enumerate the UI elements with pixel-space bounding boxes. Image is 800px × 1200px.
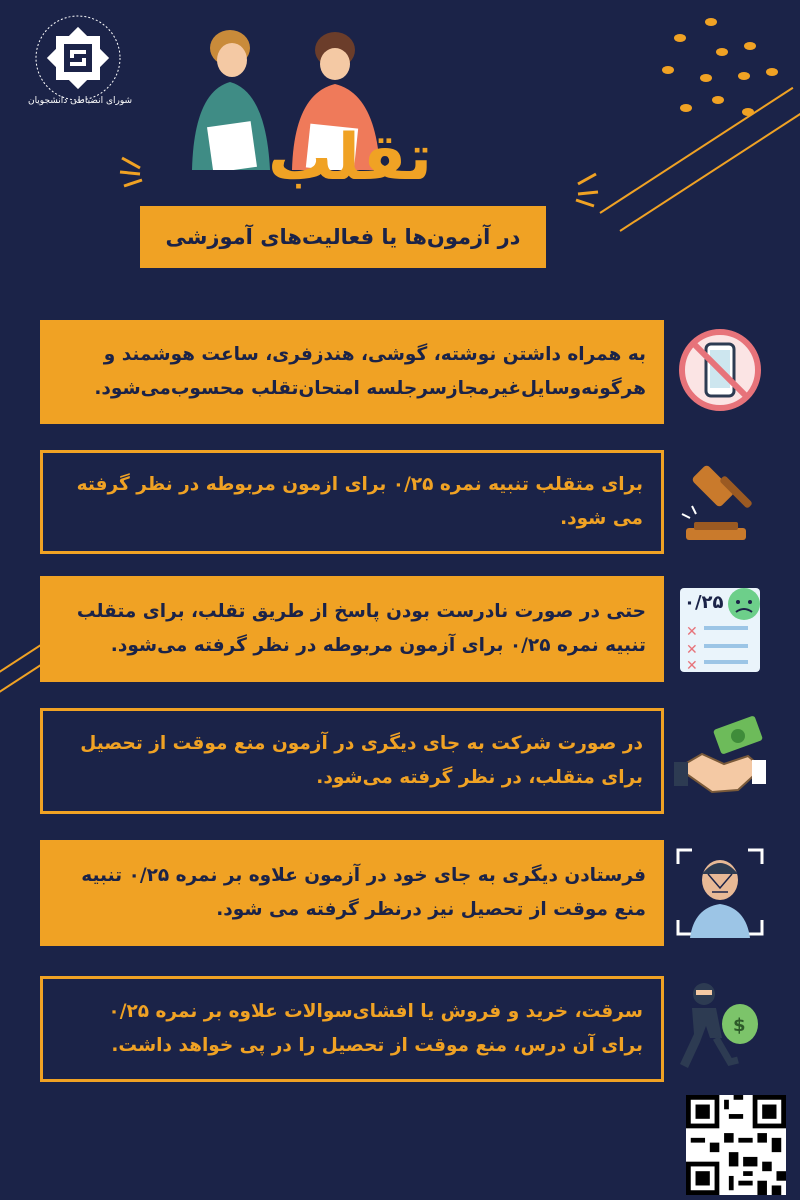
logo-caption: شورای انضباطی دانشجویان: [27, 96, 133, 106]
thief-icon: [672, 976, 768, 1072]
handshake-money-icon: [672, 712, 768, 808]
face-scan-icon: [672, 844, 768, 940]
decorative-line: [599, 87, 793, 214]
rule-text: سرقت، خرید و فروش یا افشای‌سوالات علاوه بر نمره ۰/۲۵ برای آن درس، منع موقت از تحصیل را در پی خواهد داشت.: [108, 1001, 643, 1056]
svg-text:✕: ✕: [686, 624, 698, 640]
rule-text: برای متقلب تنبیه نمره ۰/۲۵ برای ازمون مربوطه در نظر گرفته می شود.: [76, 474, 643, 529]
main-title: تقلب: [268, 121, 432, 195]
main-title-container: [130, 118, 570, 198]
rule-card: [40, 708, 664, 814]
subtitle-bar: [140, 206, 546, 268]
rule-text: در صورت شرکت به جای دیگری در آزمون منع موقت از تحصیل برای متقلب، در نظر گرفته می‌شود.: [80, 733, 643, 788]
rule-card: [40, 576, 664, 682]
gavel-icon: [672, 452, 768, 548]
rule-card: [40, 840, 664, 946]
svg-text:✕: ✕: [686, 642, 698, 658]
rule-card: [40, 450, 664, 554]
rule-text: به همراه داشتن نوشته، گوشی، هندزفری، ساعت هوشمند و هرگونه‌وسایل‌غیرمجازسرجلسه امتحان‌تقلب محسوب‌می‌شود.: [94, 344, 646, 399]
decorative-line: [619, 105, 800, 232]
no-phone-icon: [672, 322, 768, 418]
rule-card: [40, 976, 664, 1082]
svg-text:✕: ✕: [686, 658, 698, 674]
title-spark-left: [118, 150, 158, 190]
rule-text: حتی در صورت نادرست بودن پاسخ از طریق تقلب، برای متقلب تنبیه نمره ۰/۲۵ برای آزمون مربوطه در نظر گرفته می‌شود.: [76, 601, 646, 656]
failed-exam-icon: [672, 580, 768, 676]
subtitle: در آزمون‌ها یا فعالیت‌های آموزشی: [165, 225, 521, 249]
rule-card: [40, 320, 664, 424]
svg-text:$: $: [733, 1015, 746, 1036]
rule-text: فرستادن دیگری به جای خود در آزمون علاوه بر نمره ۰/۲۵ تنبیه منع موقت از تحصیل نیز درنظر گرفته می شود.: [81, 865, 646, 920]
grade-label: ۰/۲۵: [684, 592, 724, 613]
qr-code-icon[interactable]: [686, 1095, 786, 1195]
title-spark-right: [560, 170, 600, 210]
